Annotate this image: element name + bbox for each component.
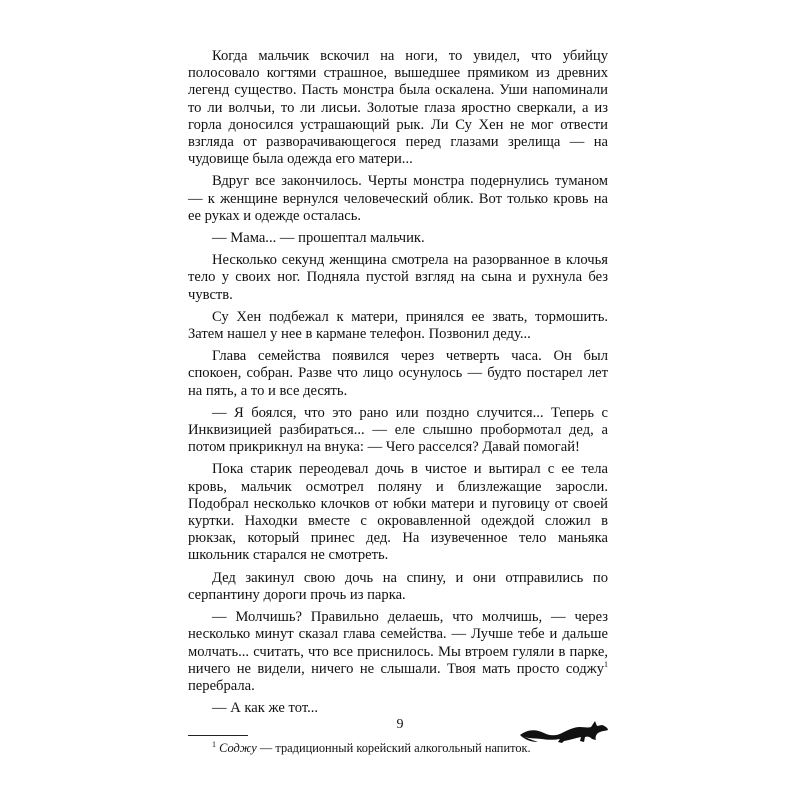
paragraph-6: Глава семейства появился через четверть часа. Он был спокоен, собран. Разве что лицо осунулось — будто постарел лет на пять, а то и все десять. (188, 348, 608, 399)
footnote-term: Соджу (219, 741, 257, 756)
body-text (188, 48, 608, 717)
paragraph-2: Вдруг все закончилось. Черты монстра подернулись туманом — к женщине вернулся человеческий облик. Вот только кровь на ее руках и одежде осталась. (188, 173, 608, 224)
paragraph-10 (188, 609, 608, 695)
page-number: 9 (396, 717, 404, 732)
footnote-text: — традиционный корейский алкогольный напиток. (256, 741, 531, 756)
paragraph-5: Су Хен подбежал к матери, принялся ее звать, тормошить. Затем нашел у нее в кармане телефон. Позвонил деду... (188, 308, 608, 343)
paragraph-3: — Мама... — прошептал мальчик. (212, 230, 425, 247)
footnote-number: 1 (212, 740, 216, 750)
paragraph-11: — А как же тот... (212, 700, 319, 717)
paragraph-4: Несколько секунд женщина смотрела на разорванное в клочья тело у своих ног. Подняла пустой взгляд на сына и рухнула без чувств. (188, 252, 608, 303)
paragraph-10-tail: перебрала. (188, 677, 255, 694)
paragraph-9: Дед закинул свою дочь на спину, и они отправились по серпантину дороги прочь из парка. (188, 569, 608, 603)
paragraph-10-main: — Молчишь? Правильно делаешь, что молчишь, — через несколько минут сказал глава семейства. — Лучше тебе и дальше молчать... считать, что все приснилось. Мы втроем гуляли в парке, ничего не видели, ничего не слышали. Твоя мать просто соджу (188, 609, 608, 677)
book-page (188, 48, 608, 756)
paragraph-1: Когда мальчик вскочил на ноги, то увидел, что убийцу полосовало когтями страшное, вышедшее прямиком из древних легенд существо. Пасть монстра была оскалена. Уши напоминали то ли волчьи, то ли лисьи. Золотые глаза яростно сверкали, а из горла доносился устрашающий рык. Ли Су Хен не мог отвести взгляда от разворачивающегося перед глазами зрелища — на чудовище была одежда его матери... (188, 48, 608, 168)
paragraph-8: Пока старик переодевал дочь в чистое и вытирал с ее тела кровь, мальчик осмотрел поляну и близлежащие заросли. Подобрал несколько клочков от юбки матери и пуговицу от своей куртки. Находки вместе с окровавленной одеждой сложил в рюкзак, который принес дед. На изувеченное тело маньяка школьник старался не смотреть. (188, 461, 608, 564)
paragraph-7: — Я боялся, что это рано или поздно случится... Теперь с Инквизицией разбираться... — еле слышно пробормотал дед, а потом прикрикнул на внука: — Чего расселся? Давай помогай! (188, 404, 608, 456)
fox-icon (518, 709, 610, 745)
footnote-reference[interactable]: 1 (604, 659, 608, 669)
footnote-divider (188, 735, 248, 736)
